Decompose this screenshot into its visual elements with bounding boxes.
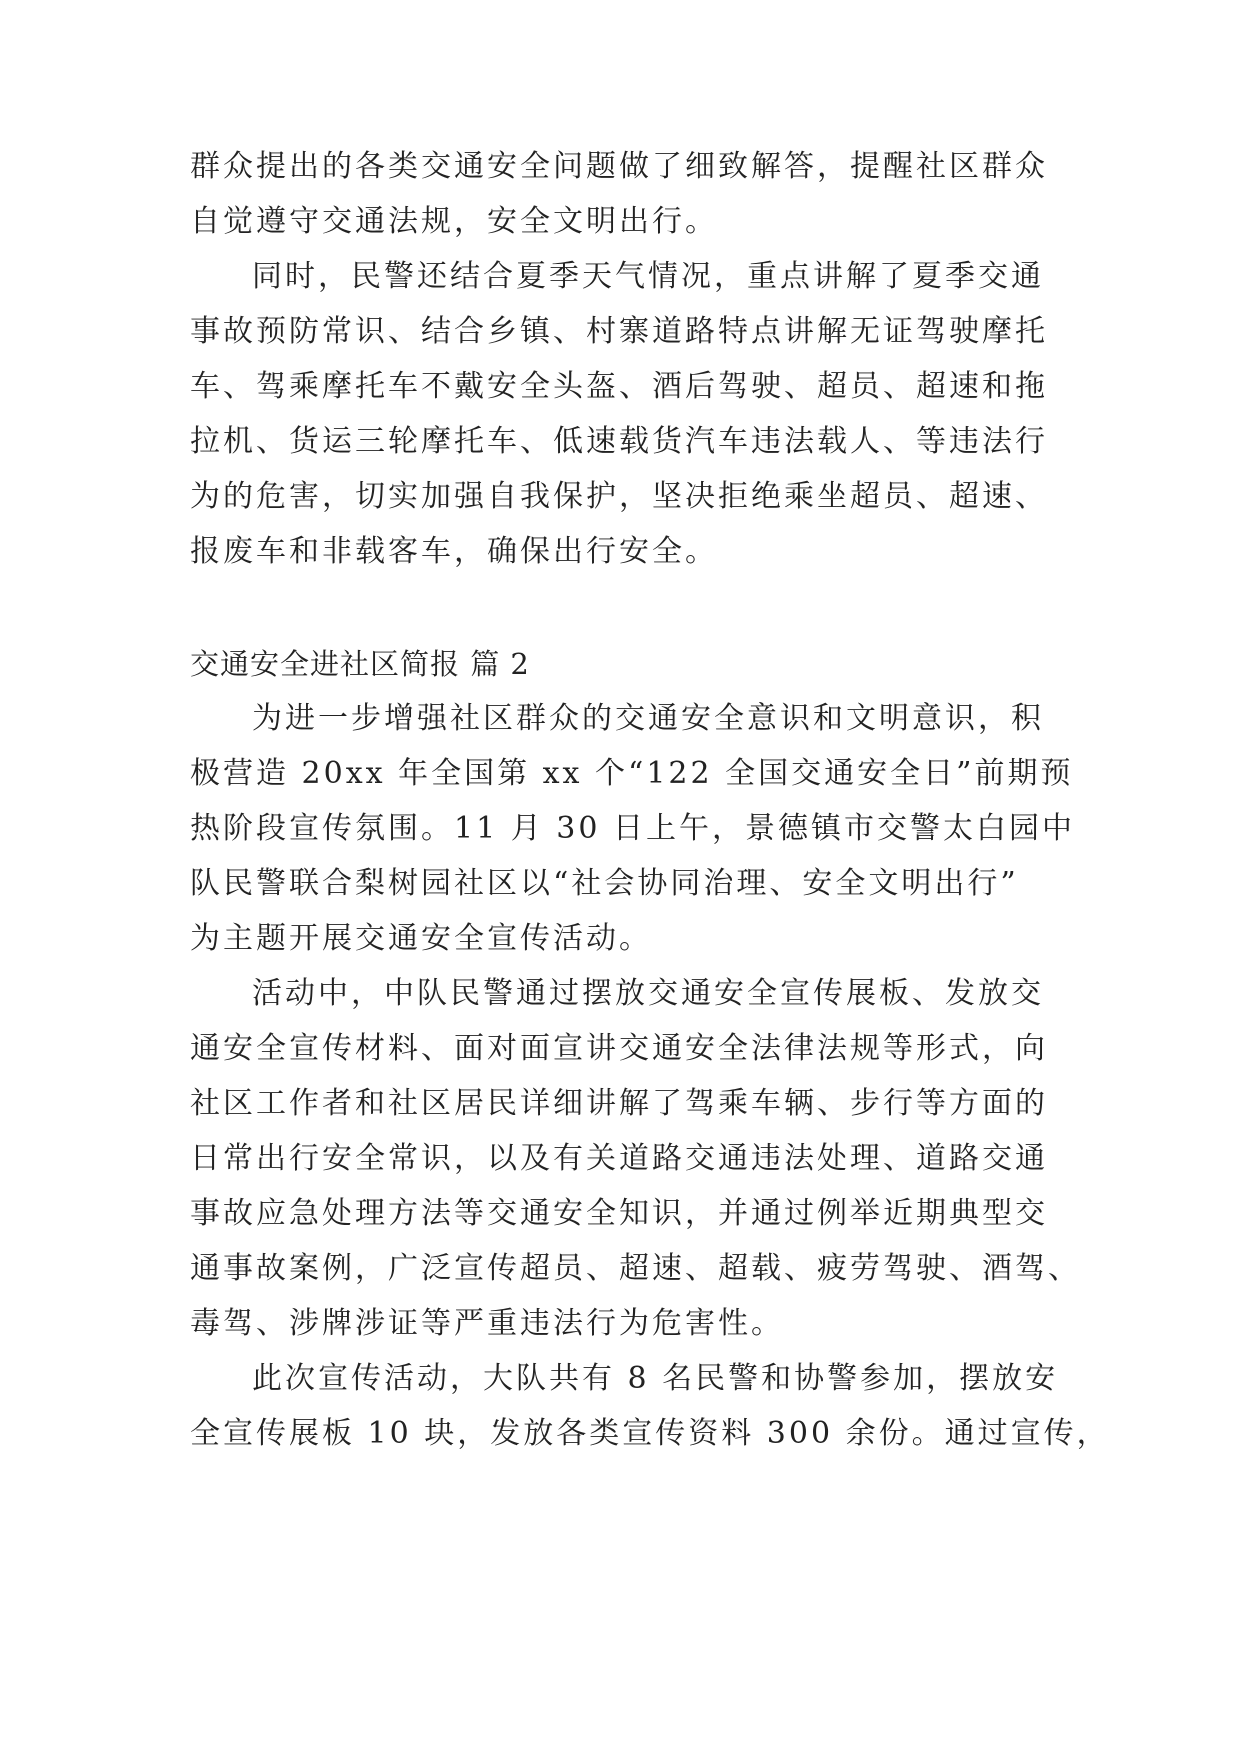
body-text-line: 拉机、货运三轮摩托车、低速载货汽车违法载人、等违法行	[190, 424, 1048, 459]
body-text-line: 为主题开展交通安全宣传活动。	[190, 921, 652, 956]
body-text-line: 毒驾、涉牌涉证等严重违法行为危害性。	[190, 1306, 784, 1341]
body-text-line: 通安全宣传材料、面对面宣讲交通安全法律法规等形式，向	[190, 1031, 1048, 1066]
body-text-line: 极营造 20xx 年全国第 xx 个“122 全国交通安全日”前期预	[190, 756, 1074, 791]
body-text-line: 自觉遵守交通法规，安全文明出行。	[190, 204, 718, 239]
paragraph-first-line: 为进一步增强社区群众的交通安全意识和文明意识，积	[252, 701, 1044, 736]
body-text-line: 队民警联合梨树园社区以“社会协同治理、安全文明出行”	[190, 866, 1019, 901]
paragraph-first-line: 此次宣传活动，大队共有 8 名民警和协警参加，摆放安	[252, 1361, 1059, 1396]
body-text-line: 全宣传展板 10 块，发放各类宣传资料 300 余份。通过宣传，	[190, 1416, 1110, 1451]
body-text-line: 热阶段宣传氛围。11 月 30 日上午，景德镇市交警太白园中	[190, 811, 1075, 846]
section-heading: 交通安全进社区简报 篇 2	[190, 647, 530, 681]
body-text-line: 通事故案例，广泛宣传超员、超速、超载、疲劳驾驶、酒驾、	[190, 1251, 1081, 1286]
body-text-line: 事故预防常识、结合乡镇、村寨道路特点讲解无证驾驶摩托	[190, 314, 1048, 349]
body-text-line: 车、驾乘摩托车不戴安全头盔、酒后驾驶、超员、超速和拖	[190, 369, 1048, 404]
body-text-line: 群众提出的各类交通安全问题做了细致解答，提醒社区群众	[190, 149, 1048, 184]
body-text-line: 事故应急处理方法等交通安全知识，并通过例举近期典型交	[190, 1196, 1048, 1231]
body-text-line: 日常出行安全常识，以及有关道路交通违法处理、道路交通	[190, 1141, 1048, 1176]
paragraph-first-line: 活动中，中队民警通过摆放交通安全宣传展板、发放交	[252, 976, 1044, 1011]
body-text-line: 为的危害，切实加强自我保护，坚决拒绝乘坐超员、超速、	[190, 479, 1048, 514]
body-text-line: 社区工作者和社区居民详细讲解了驾乘车辆、步行等方面的	[190, 1086, 1048, 1121]
body-text-line: 报废车和非载客车，确保出行安全。	[190, 534, 718, 569]
paragraph-first-line: 同时，民警还结合夏季天气情况，重点讲解了夏季交通	[252, 259, 1044, 294]
